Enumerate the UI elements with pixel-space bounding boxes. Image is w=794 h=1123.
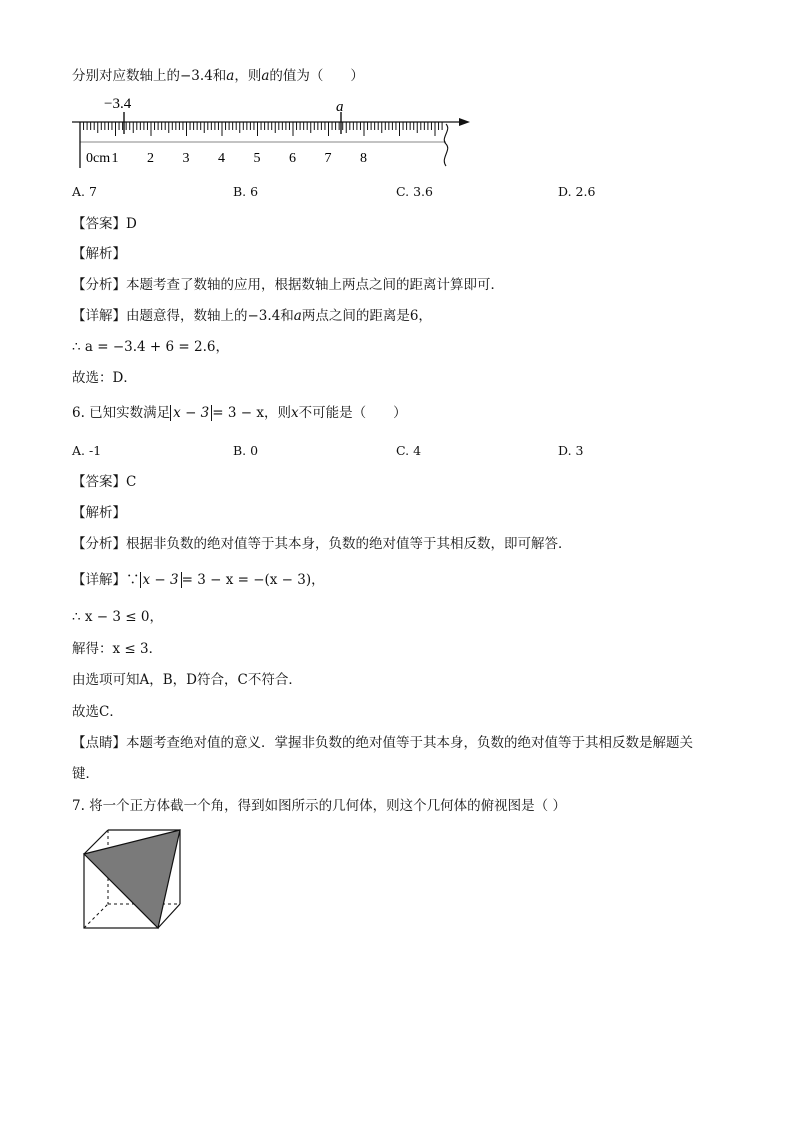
q6-fenxi: 【分析】根据非负数的绝对值等于其本身，负数的绝对值等于其相反数，即可解答． xyxy=(72,536,572,552)
ruler-tick-labels xyxy=(112,151,368,166)
q6-xiangjie-abs: x − 3 xyxy=(140,572,182,588)
q6-jiexi: 【解析】 xyxy=(72,505,126,521)
ruler-tick-label: 4 xyxy=(218,151,225,166)
q6-option-c: C. 4 xyxy=(396,443,422,458)
q6-option-b: B. 0 xyxy=(233,443,259,458)
ruler-tick-label: 7 xyxy=(324,151,332,166)
q6-option-d: D. 3 xyxy=(558,443,584,458)
ruler-tick-label: 1 xyxy=(111,151,119,166)
q5-xiangjie: 【详解】由题意得，数轴上的−3.4和a两点之间的距离是6， xyxy=(72,308,432,324)
cube-hidden-edge xyxy=(84,904,108,928)
q6-step1: ∴ x − 3 ≤ 0， xyxy=(72,609,163,625)
q6-dianjing-line1: 【点睛】本题考查绝对值的意义．掌握非负数的绝对值等于其本身，负数的绝对值等于其相反数是解题关 xyxy=(72,735,693,751)
q6-step2: 解得：x ≤ 3． xyxy=(72,641,163,657)
ruler-break-wave xyxy=(444,124,447,166)
q5-answer: 【答案】D xyxy=(72,216,137,232)
q6-guxuan: 故选C． xyxy=(72,704,123,720)
axis-arrow xyxy=(459,118,470,126)
q6-dianjing-line2: 键． xyxy=(72,766,99,782)
ruler-zero-label: 0cm xyxy=(86,151,111,166)
ruler-tick-label: 5 xyxy=(253,151,261,166)
q5-fenxi: 【分析】本题考查了数轴的应用，根据数轴上两点之间的距离计算即可． xyxy=(72,277,504,293)
q6-abs-expression: x − 3 xyxy=(170,405,212,421)
q6-answer: 【答案】C xyxy=(72,474,137,490)
ruler-tick-label: 3 xyxy=(182,151,190,166)
ruler-tick-label: 8 xyxy=(360,151,367,166)
q5-guxuan: 故选：D． xyxy=(72,370,137,386)
q6-step3: 由选项可知A，B，D符合，C不符合． xyxy=(72,672,302,688)
label-a: a xyxy=(336,99,344,115)
q5-option-c: C. 3.6 xyxy=(396,184,433,199)
label-neg-3-4: −3.4 xyxy=(104,96,132,112)
ruler-minor-ticks xyxy=(80,122,442,136)
q5-option-a: A. 7 xyxy=(72,184,97,199)
q7-cut-cube-figure xyxy=(80,826,186,932)
q6-xiangjie: 【详解】∵ x − 3 = 3 − x = −(x − 3)， xyxy=(72,572,325,588)
q5-option-d: D. 2.6 xyxy=(558,184,596,199)
q6-stem: 6. 已知实数满足 x − 3 = 3 − x，则x不可能是（ ） xyxy=(72,405,407,421)
ruler-number-line-figure xyxy=(66,90,476,176)
q5-option-b: B. 6 xyxy=(233,184,259,199)
q5-stem: 分别对应数轴上的−3.4和a，则a的值为（ ） xyxy=(72,68,364,84)
q7-stem: 7. 将一个正方体截一个角，得到如图所示的几何体，则这个几何体的俯视图是（ ） xyxy=(72,798,566,814)
q5-jiexi: 【解析】 xyxy=(72,246,126,262)
ruler-tick-label: 2 xyxy=(147,151,154,166)
q6-option-a: A. -1 xyxy=(72,443,102,458)
ruler-tick-label: 6 xyxy=(289,151,296,166)
q5-calc: ∴ a = −3.4 + 6 = 2.6， xyxy=(72,339,229,355)
